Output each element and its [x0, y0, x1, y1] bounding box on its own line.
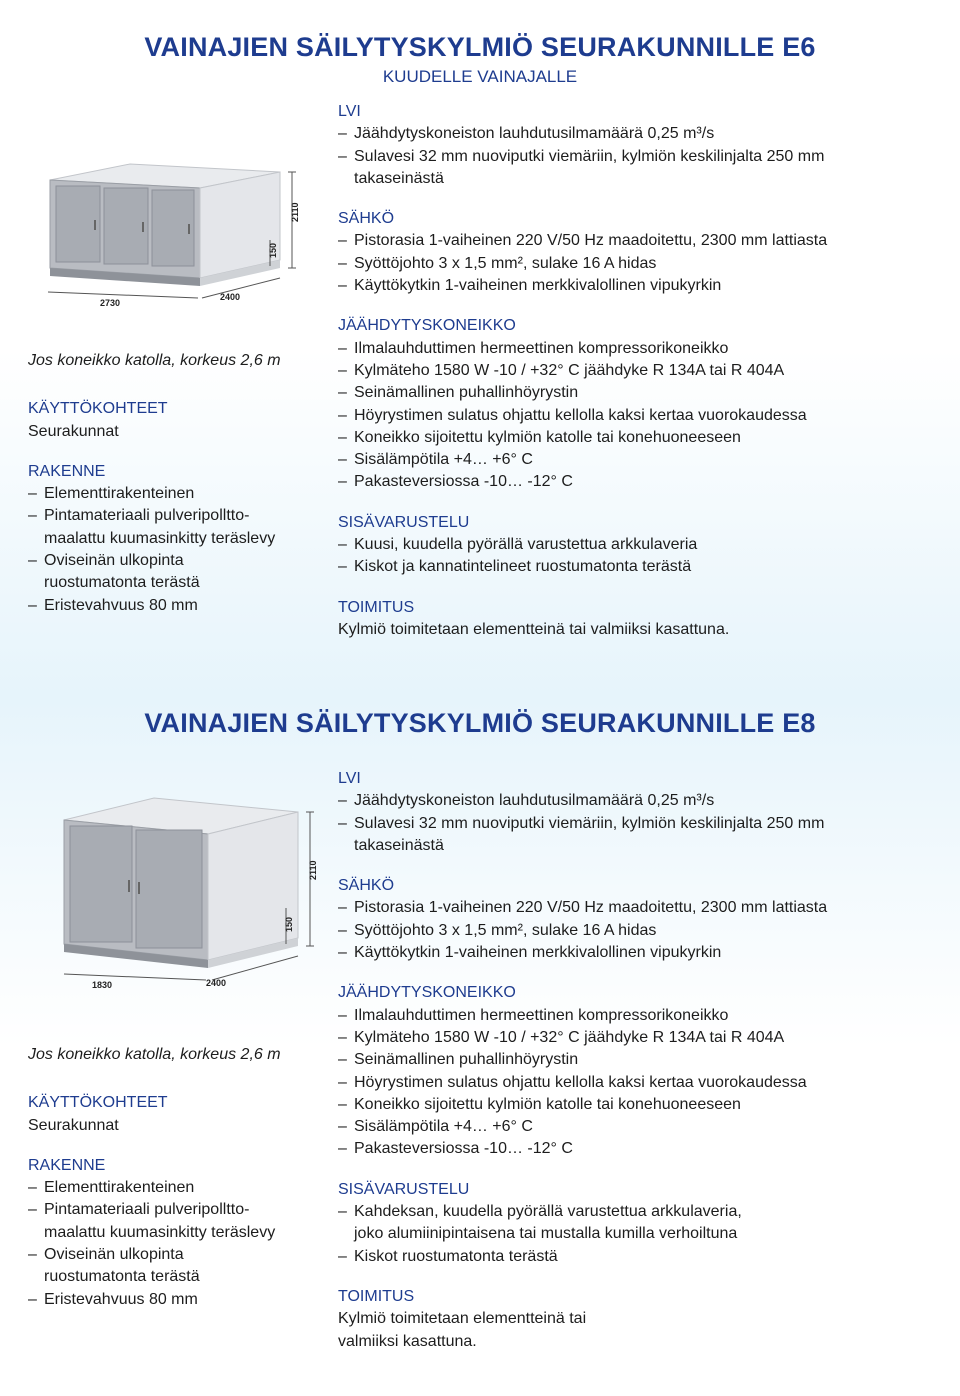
list-item: – Elementtirakenteinen	[28, 485, 195, 503]
list-item: – Sisälämpötila +4… +6° C	[338, 1118, 533, 1136]
e8-dim-width: 2400	[206, 978, 227, 988]
e8-toimitus-heading: TOIMITUS	[338, 1287, 415, 1305]
e6-note: Jos koneikko katolla, korkeus 2,6 m	[28, 352, 281, 369]
list-item: – Pakasteversiossa -10… -12° C	[338, 1140, 573, 1158]
list-item: – Koneikko sijoitettu kylmiön katolle tai konehuoneeseen	[338, 428, 741, 446]
list-item: – Pistorasia 1-vaiheinen 220 V/50 Hz maadoitettu, 2300 mm lattiasta	[338, 899, 828, 917]
e8-sahko-heading: SÄHKÖ	[338, 877, 395, 895]
list-item: – Pakasteversiossa -10… -12° C	[338, 473, 573, 491]
list-item: – Käyttökytkin 1-vaiheinen merkkivalollinen vipukyrkin	[338, 277, 722, 295]
e8-lvi	[338, 768, 938, 857]
e8-kayttokohteet-heading: KÄYTTÖKOHTEET	[28, 1094, 168, 1112]
e8-lvi-heading: LVI	[338, 770, 361, 787]
e6-sisavarustelu-heading: SISÄVARUSTELU	[338, 513, 470, 531]
e8-dim-base: 150	[284, 916, 294, 932]
e6-title: VAINAJIEN SÄILYTYSKYLMIÖ SEURAKUNNILLE E6	[144, 32, 816, 62]
list-item: – Sulavesi 32 mm nuoviputki viemäriin, kylmiön keskilinjalta 250 mm takaseinästä	[338, 814, 825, 854]
list-item: – Koneikko sijoitettu kylmiön katolle tai konehuoneeseen	[338, 1095, 741, 1113]
list-item: – Höyrystimen sulatus ohjattu kellolla kaksi kertaa vuorokaudessa	[338, 1073, 807, 1091]
e8-dim-depth: 1830	[92, 980, 113, 990]
list-item: – Elementtirakenteinen	[28, 1179, 195, 1197]
list-item: – Ilmalauhduttimen hermeettinen kompressorikoneikko	[338, 1006, 729, 1024]
list-item: – Kiskot ja kannatintelineet ruostumatonta terästä	[338, 558, 692, 576]
e6-spec-column	[338, 101, 938, 659]
list-item: – Kuusi, kuudella pyörällä varustettua arkkulaveria	[338, 536, 698, 554]
e6-toimitus	[338, 597, 938, 642]
list-item: – Sulavesi 32 mm nuoviputki viemäriin, kylmiön keskilinjalta 250 mm takaseinästä	[338, 147, 825, 187]
e8-toimitus-text-2: valmiiksi kasattuna.	[338, 1332, 477, 1350]
e6-toimitus-text: Kylmiö toimitetaan elementteinä tai valmiiksi kasattuna.	[338, 620, 730, 638]
e6-dim-width: 2400	[220, 292, 241, 302]
list-item: – Höyrystimen sulatus ohjattu kellolla kaksi kertaa vuorokaudessa	[338, 406, 807, 424]
e6-sahko-heading: SÄHKÖ	[338, 210, 395, 228]
list-item: – Syöttöjohto 3 x 1,5 mm², sulake 16 A hidas	[338, 921, 657, 939]
e8-sisavarustelu-heading: SISÄVARUSTELU	[338, 1180, 470, 1198]
list-item: – Oviseinän ulkopinta ruostumatonta terästä	[28, 552, 200, 592]
e8-title: VAINAJIEN SÄILYTYSKYLMIÖ SEURAKUNNILLE E8	[144, 708, 816, 738]
e8-toimitus	[338, 1286, 938, 1353]
list-item: – Pintamateriaali pulveripolltto- maalattu kuumasinkitty teräslevy	[28, 507, 276, 547]
e6-kayttokohteet-text: Seurakunnat	[28, 422, 119, 440]
e8-jaahdytys-heading: JÄÄHDYTYSKONEIKKO	[338, 984, 516, 1002]
list-item: – Käyttökytkin 1-vaiheinen merkkivalollinen vipukyrkin	[338, 944, 722, 962]
list-item: – Seinämallinen puhallinhöyrystin	[338, 1051, 579, 1069]
e8-info-column	[28, 1044, 318, 1329]
list-item: – Kylmäteho 1580 W -10 / +32° C jäähdyke R 134A tai R 404A	[338, 361, 785, 379]
list-item: – Eristevahvuus 80 mm	[28, 1290, 198, 1308]
e8-sisavarustelu	[338, 1179, 938, 1268]
e6-rakenne	[28, 461, 318, 617]
e8-dim-height: 2110	[308, 860, 318, 880]
list-item: – Jäähdytyskoneiston lauhdutusilmamäärä 0,25 m³/s	[338, 125, 715, 143]
e6-dim-height: 2110	[290, 202, 300, 222]
e6-kayttokohteet-heading: KÄYTTÖKOHTEET	[28, 400, 168, 418]
e6-jaahdytys	[338, 315, 938, 493]
e8-kayttokohteet-text: Seurakunnat	[28, 1116, 119, 1134]
e6-lvi-heading: LVI	[338, 103, 361, 120]
e8-toimitus-text-1: Kylmiö toimitetaan elementteinä tai	[338, 1310, 587, 1328]
e8-cabinet-figure	[30, 768, 320, 994]
list-item: – Kahdeksan, kuudella pyörällä varustettua arkkulaveria, joko alumiinipintaisena tai mustalla kumilla verhoiltuna	[338, 1203, 742, 1243]
list-item: – Ilmalauhduttimen hermeettinen kompressorikoneikko	[338, 339, 729, 357]
list-item: – Seinämallinen puhallinhöyrystin	[338, 384, 579, 402]
e8-note: Jos koneikko katolla, korkeus 2,6 m	[28, 1046, 281, 1063]
list-item: – Pintamateriaali pulveripolltto- maalattu kuumasinkitty teräslevy	[28, 1201, 276, 1241]
list-item: – Pistorasia 1-vaiheinen 220 V/50 Hz maadoitettu, 2300 mm lattiasta	[338, 232, 828, 250]
e8-rakenne-heading: RAKENNE	[28, 1156, 106, 1174]
list-item: – Jäähdytyskoneiston lauhdutusilmamäärä 0,25 m³/s	[338, 792, 715, 810]
e6-kayttokohteet	[28, 398, 318, 443]
e8-rakenne	[28, 1155, 318, 1311]
e6-lvi	[338, 101, 938, 190]
e6-dim-base: 150	[268, 242, 278, 258]
e8-jaahdytys	[338, 982, 938, 1160]
list-item: – Eristevahvuus 80 mm	[28, 596, 198, 614]
e6-cabinet-figure	[30, 128, 320, 312]
list-item: – Oviseinän ulkopinta ruostumatonta terästä	[28, 1246, 200, 1286]
e8-spec-column	[338, 768, 938, 1371]
list-item: – Kylmäteho 1580 W -10 / +32° C jäähdyke R 134A tai R 404A	[338, 1028, 785, 1046]
e6-rakenne-heading: RAKENNE	[28, 462, 106, 480]
list-item: – Syöttöjohto 3 x 1,5 mm², sulake 16 A hidas	[338, 254, 657, 272]
e8-sahko	[338, 875, 938, 964]
e6-sahko	[338, 208, 938, 297]
e8-kayttokohteet	[28, 1092, 318, 1137]
e6-dim-depth: 2730	[100, 298, 121, 308]
e6-info-column	[28, 350, 318, 635]
e6-sisavarustelu	[338, 512, 938, 579]
e6-subtitle: KUUDELLE VAINAJALLE	[382, 67, 578, 86]
e6-toimitus-heading: TOIMITUS	[338, 598, 415, 616]
list-item: – Sisälämpötila +4… +6° C	[338, 451, 533, 469]
list-item: – Kiskot ruostumatonta terästä	[338, 1247, 558, 1265]
e6-jaahdytys-heading: JÄÄHDYTYSKONEIKKO	[338, 317, 516, 335]
